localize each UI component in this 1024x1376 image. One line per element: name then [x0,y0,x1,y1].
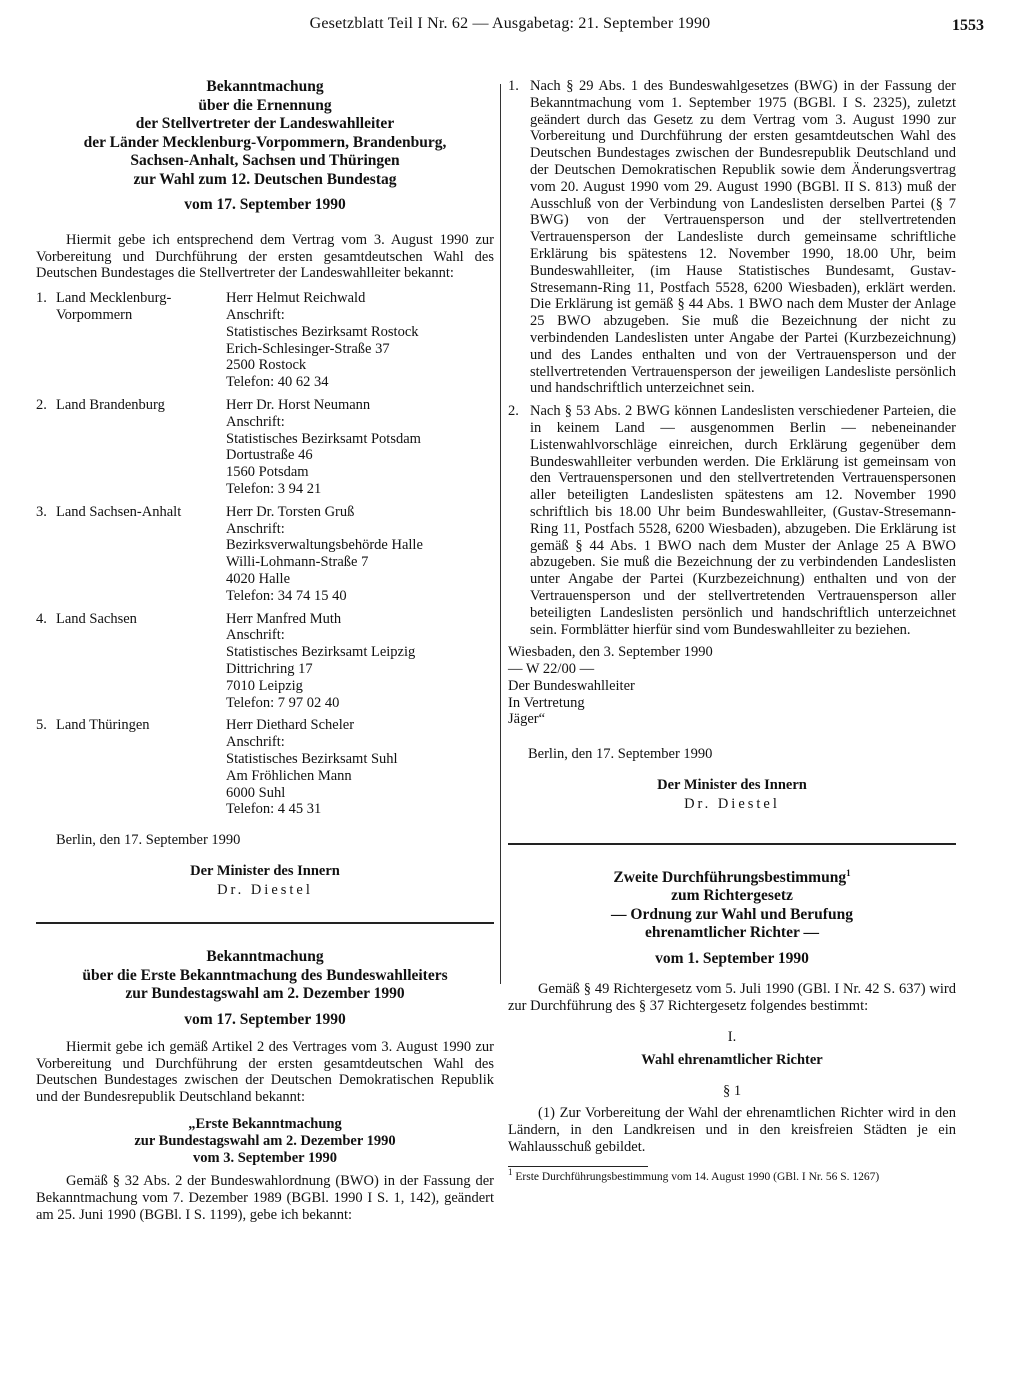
section-number: I. [727,1029,737,1046]
entry-line: 1560 Potsdam [226,464,309,481]
entry-number: 4. [36,610,47,627]
entry-line: Dortustraße 46 [226,447,313,464]
page-header [36,8,984,34]
numbered-item [508,78,956,397]
notice2-title [36,948,494,1004]
quote-title [36,1116,494,1167]
sig-line: In Vertretung [508,694,585,711]
title-line: zur Wahl zum 12. Deutschen Bundestag [133,170,397,188]
right-column [508,78,956,1184]
title-line: ehrenamtlicher Richter — [645,924,819,942]
right-signer-title: Der Minister des Innern [657,777,807,794]
deputy-entry [36,504,494,605]
deputy-list [36,290,494,818]
deputy-entry [36,611,494,712]
title-line: vom 3. September 1990 [193,1149,337,1166]
entry-land: Land Thüringen [56,717,150,734]
entry-address [226,717,494,818]
entry-line: Telefon: 34 74 15 40 [226,587,347,604]
deputy-entry [36,397,494,498]
page-number: 1553 [952,17,984,34]
paragraph-sign: § 1 [722,1082,742,1099]
running-title: Gesetzblatt Teil I Nr. 62 — Ausgabetag: 21. September 1990 [309,15,711,32]
notice3-para1: (1) Zur Vorbereitung der Wahl der ehrenamtlichen Richter wird in den Ländern, in den Landkreisen und in den kreisfreien Städten je ein Wahlausschuß gebildet. [508,1105,956,1156]
entry-number: 5. [36,717,47,734]
entry-number: 1. [36,290,47,307]
entry-land: Land Mecklenburg- Vorpommern [56,290,172,323]
entry-line: Erich-Schlesinger-Straße 37 [226,340,390,357]
entry-line: Telefon: 40 62 34 [226,374,329,391]
title-line: der Länder Mecklenburg-Vorpommern, Brandenburg, [83,133,447,151]
sig-line: Wiesbaden, den 3. September 1990 [508,644,713,661]
title-line: über die Ernennung [198,96,332,114]
footnote [508,1167,956,1184]
notice1-signer-title: Der Minister des Innern [190,862,340,879]
entry-line: 2500 Rostock [226,357,307,374]
entry-line: Herr Manfred Muth [226,610,342,627]
sig-line: — W 22/00 — [508,661,595,678]
title-line: — Ordnung zur Wahl und Berufung [611,905,853,923]
entry-line: Herr Diethard Scheler [226,717,355,734]
section-rule [36,922,494,924]
notice3-title [508,869,956,943]
notice3-intro: Gemäß § 49 Richtergesetz vom 5. Juli 1990 (GBl. I Nr. 42 S. 637) wird zur Durchführung des § 37 Richtergesetz folgendes bestimmt: [508,981,956,1015]
column-divider [500,84,501,984]
footnote-rule [508,1166,648,1167]
notice1-intro: Hiermit gebe ich entsprechend dem Vertrag vom 3. August 1990 zur Vorbereitung und Durchführung der ersten gesamtdeutschen Wahl des Deutschen Bundestages die Stellvertreter der Landeswahlleiter bekannt: [36,231,494,282]
notice1-title [36,78,494,189]
title-line: Bekanntmachung [206,78,324,95]
sig-line: Der Bundeswahlleiter [508,677,635,694]
entry-line: Bezirksverwaltungsbehörde Halle [226,537,423,554]
section-rule [508,843,956,845]
deputy-entry [36,290,494,391]
entry-line: Dittrichring 17 [226,660,313,677]
footnote-mark: 1 [508,1167,513,1178]
footnote-text: Erste Durchführungsbestimmung vom 14. August 1990 (GBl. I Nr. 56 S. 1267) [515,1170,880,1183]
entry-line: Am Fröhlichen Mann [226,767,352,784]
entry-address [226,290,494,391]
entry-number: 3. [36,503,47,520]
entry-line: Anschrift: [226,306,285,323]
title-line: der Stellvertreter der Landeswahlleiter [135,115,395,132]
notice1-signer-name: Dr. Diestel [217,881,313,898]
entry-line: Statistisches Bezirksamt Leipzig [226,644,416,661]
entry-line: Statistisches Bezirksamt Potsdam [226,430,421,447]
entry-number: 2. [36,396,47,413]
title-line: Bekanntmachung [206,948,324,966]
title-line: zur Bundestagswahl am 2. Dezember 1990 [134,1132,396,1149]
entry-line: 7010 Leipzig [226,677,303,694]
right-signer-name: Dr. Diestel [684,795,780,812]
notice2-para: Gemäß § 32 Abs. 2 der Bundeswahlordnung (BWO) in der Fassung der Bekanntmachung vom 7. Dezember 1989 (BGBl. 1990 I S. 1, 142), geändert am 25. Juni 1990 (BGBl. I S. 1199), gebe ich bekannt: [36,1172,494,1223]
title-line [508,869,956,888]
entry-line: Telefon: 3 94 21 [226,480,322,497]
entry-address [226,611,494,712]
entry-land: Land Sachsen [56,610,137,627]
notice3-date: vom 1. September 1990 [655,949,809,967]
entry-line: Herr Dr. Horst Neumann [226,396,371,413]
entry-land: Land Sachsen-Anhalt [56,503,182,520]
item-text: Nach § 53 Abs. 2 BWG können Landeslisten verschiedener Parteien, die in keinem Land — ausgenommen Berlin — nebeneinander Listenwahlvorschläge einreichen, durch Erklärung gegenüber dem Bundeswahlleiter verbunden werden. Die Erklärung ist gemeinsam von den Vertrauenspersonen und den stellvertretenden Vertrauenspersonen aller beteiligten Landeslisten spätestens am 12. November 1990 schriftlich bis 18.00 Uhr beim Bundeswahlleiter, (Gustav-Stresemann-Ring 11, Postfach 5528, 6200 Wiesbaden), abzugeben. Die Erklärung ist gemäß § 44 Abs. 1 BWO nach dem Muster der Anlage 25 A BWO abzugeben. Sie muß die Bezeichnung der zu verbindenden Landeslisten unter Angabe der Partei (Kurzbezeichnung) enthalten und von der Vertrauensperson und der stellvertretenden Vertrauensperson aller beteiligten Landeslisten persönlich und handschriftlich unterzeichnet sein. Formblätter hierfür sind vom Bundeswahlleiter zu beziehen. [530,403,956,638]
entry-address [226,504,494,605]
footnote-ref: 1 [846,867,851,878]
right-place-date: Berlin, den 17. September 1990 [528,746,713,763]
entry-line: Anschrift: [226,520,285,537]
entry-line: Telefon: 4 45 31 [226,801,322,818]
entry-line: Herr Dr. Torsten Gruß [226,503,355,520]
title-line-text: Zweite Durchführungsbestimmung [613,868,847,886]
numbered-item [508,403,956,638]
notice1-date: vom 17. September 1990 [184,196,346,213]
entry-line: Telefon: 7 97 02 40 [226,694,340,711]
entry-line: Statistisches Bezirksamt Rostock [226,323,419,340]
entry-line: Anschrift: [226,734,285,751]
item-number: 1. [508,78,519,94]
title-line: „Erste Bekanntmachung [188,1115,342,1132]
notice2-intro: Hiermit gebe ich gemäß Artikel 2 des Vertrages vom 3. August 1990 zur Vorbereitung und Durchführung der ersten gesamtdeutschen Wahl des Deutschen Bundestages zwischen der Deutschen Demokratischen Republik und der Bundesrepublik Deutschland bekannt: [36,1038,494,1106]
item-text: Nach § 29 Abs. 1 des Bundeswahlgesetzes (BWG) in der Fassung der Bekanntmachung vom 1. September 1975 (BGBl. I S. 2325), zuletzt geändert durch das Gesetz zu dem Vertrag vom 3. August 1990 zur Vorbereitung und Durchführung der ersten gesamtdeutschen Wahl des Deutschen Bundestages zwischen der Bundesrepublik Deutschland und der Deutschen Demokratischen Republik sowie dem Änderungsvertrag vom 20. August 1990 vom 29. August 1990 (BGBl. II S. 813) muß der Ausschluß von der Verbindung von Landeslisten derselben Partei (§ 7 BWG) von der Vertrauensperson und der stellvertretenden Vertrauensperson der Landesliste durch gemeinsame schriftliche Erklärung bis spätestens 12. November 1990, 18.00 Uhr, beim Bundeswahlleiter, (im Hause Statistisches Bundesamt, Gustav-Stresemann-Ring 11, Postfach 5528, 6200 Wiesbaden), erklärt werden. Die Erklärung ist gemäß § 44 Abs. 1 BWO nach dem Muster der Anlage 25 BWO abzugeben. Sie muß die Bezeichnung der nicht zu verbindenden Landeslisten unter Angabe der Partei (Kurzbezeichnung) und des Landes enthalten und von der Vertrauensperson und der stellvertretenden Vertrauensperson der jeweiligen Landesliste persönlich und handschriftlich unterzeichnet sein. [530,78,956,397]
entry-line: Anschrift: [226,627,285,644]
entry-line: Willi-Lohmann-Straße 7 [226,554,369,571]
notice2-date: vom 17. September 1990 [184,1010,346,1028]
entry-line: Herr Helmut Reichwald [226,290,366,307]
title-line: Sachsen-Anhalt, Sachsen und Thüringen [130,152,400,169]
title-line: über die Erste Bekanntmachung des Bundeswahlleiters [82,966,448,984]
entry-line: Statistisches Bezirksamt Suhl [226,750,398,767]
entry-address [226,397,494,498]
sig-line: Jäger“ [508,711,546,728]
item-number: 2. [508,403,519,420]
left-column [36,78,494,1223]
section-title: Wahl ehrenamtlicher Richter [641,1051,823,1068]
deputy-entry [36,717,494,818]
notice1-place-date: Berlin, den 17. September 1990 [56,832,241,849]
quote-signature [508,644,956,728]
title-line: zum Richtergesetz [671,887,793,905]
entry-line: Anschrift: [226,413,285,430]
entry-line: 6000 Suhl [226,784,286,801]
entry-land: Land Brandenburg [56,396,165,413]
entry-line: 4020 Halle [226,570,291,587]
title-line: zur Bundestagswahl am 2. Dezember 1990 [125,985,405,1003]
